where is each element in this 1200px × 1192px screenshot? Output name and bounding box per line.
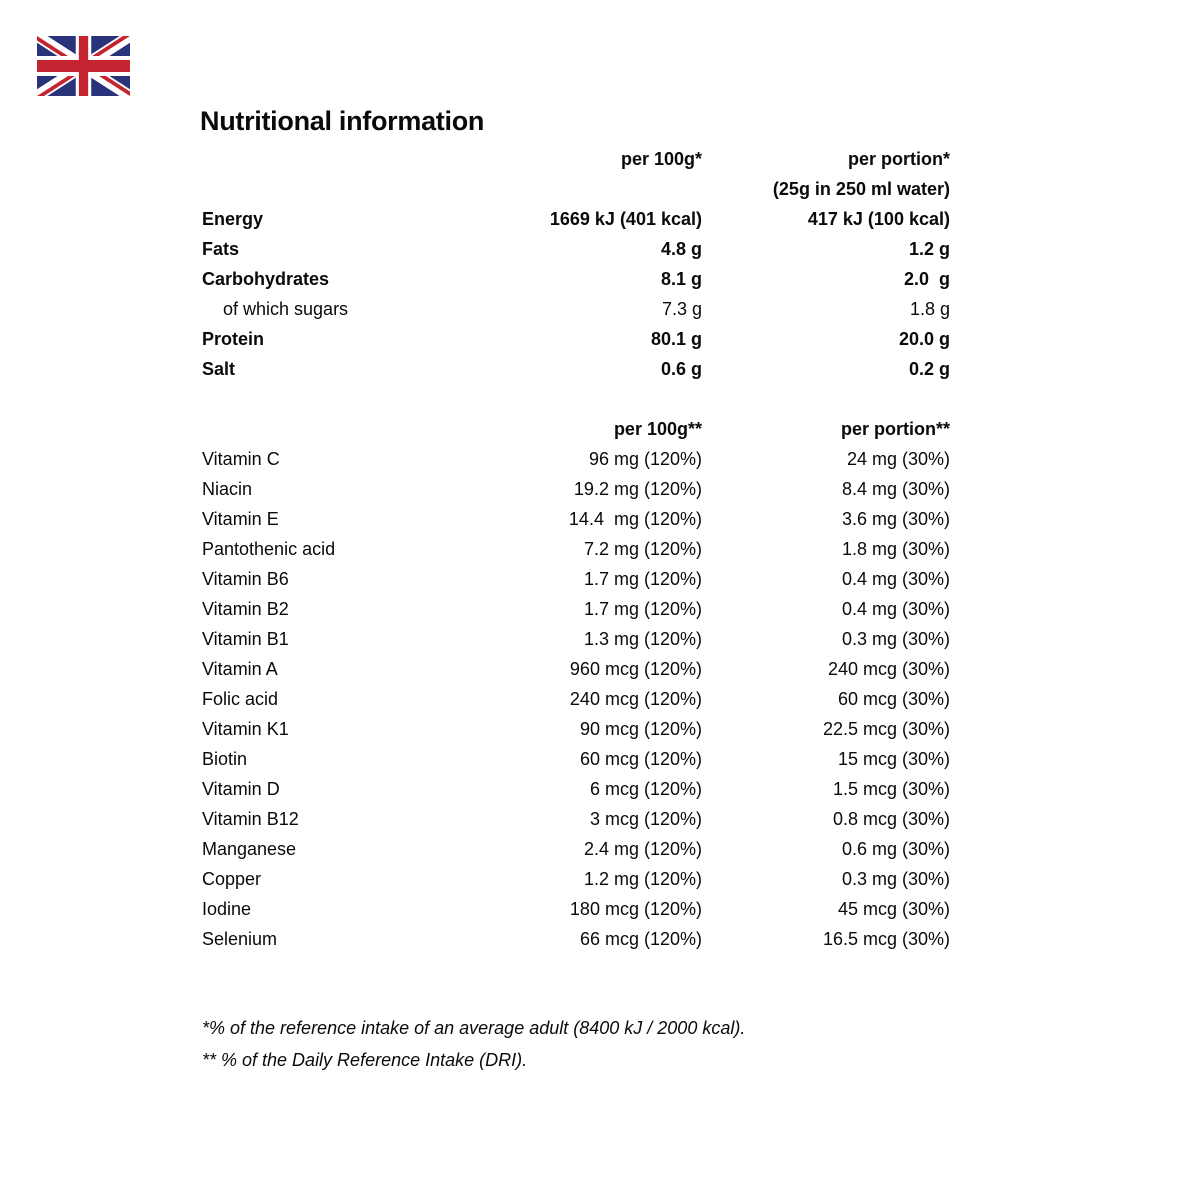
- row-value-portion: 2.0 g: [903, 269, 950, 289]
- row-label-niacin: Niacin: [202, 479, 253, 499]
- footnote-reference-intake: *% of the reference intake of an average adult (8400 kJ / 2000 kcal).: [202, 1018, 746, 1038]
- row-value-per100: 90 mcg (120%): [579, 719, 702, 739]
- row-value-per100: 180 mcg (120%): [569, 899, 702, 919]
- spacer-cell: [202, 414, 462, 444]
- page-title: Nutritional information: [200, 106, 485, 136]
- row-value-portion: 1.8 g: [909, 299, 950, 319]
- row-value-portion: 0.2 g: [908, 359, 950, 379]
- row-label-vitamin-e: Vitamin E: [202, 509, 279, 529]
- row-value-portion: 16.5 mcg (30%): [822, 929, 950, 949]
- row-value-per100: 19.2 mg (120%): [573, 479, 702, 499]
- row-value-portion: 0.8 mcg (30%): [832, 809, 950, 829]
- row-value-per100: 3 mcg (120%): [589, 809, 702, 829]
- macro-nutrients-table: [202, 144, 950, 384]
- row-label-vitamin-d: Vitamin D: [202, 779, 280, 799]
- row-value-portion: 1.5 mcg (30%): [832, 779, 950, 799]
- row-label-vitamin-k1: Vitamin K1: [202, 719, 289, 739]
- row-value-per100: 96 mg (120%): [588, 449, 702, 469]
- footnotes: [202, 1012, 745, 1076]
- row-label-vitamin-b6: Vitamin B6: [202, 569, 289, 589]
- footnote-dri: ** % of the Daily Reference Intake (DRI).: [202, 1050, 528, 1070]
- column-header-per-portion: per portion*: [848, 149, 950, 169]
- row-value-per100: 60 mcg (120%): [579, 749, 702, 769]
- row-value-portion: 24 mg (30%): [846, 449, 950, 469]
- row-value-per100: 1.3 mg (120%): [583, 629, 702, 649]
- row-value-per100: 66 mcg (120%): [579, 929, 702, 949]
- row-value-portion: 3.6 mg (30%): [841, 509, 950, 529]
- row-label-pantothenic-acid: Pantothenic acid: [202, 539, 336, 559]
- row-label-vitamin-b2: Vitamin B2: [202, 599, 289, 619]
- row-value-per100: 7.2 mg (120%): [583, 539, 702, 559]
- row-value-per100: 80.1 g: [650, 329, 702, 349]
- column-header-per-100g: per 100g*: [620, 149, 702, 169]
- row-value-per100: 4.8 g: [660, 239, 702, 259]
- row-value-portion: 45 mcg (30%): [837, 899, 950, 919]
- vitamins-minerals-table: [202, 414, 950, 954]
- row-value-portion: 417 kJ (100 kcal): [807, 209, 950, 229]
- row-value-portion: 0.3 mg (30%): [841, 629, 950, 649]
- row-label-copper: Copper: [202, 869, 262, 889]
- row-value-portion: 8.4 mg (30%): [841, 479, 950, 499]
- row-value-portion: 0.4 mg (30%): [841, 569, 950, 589]
- row-value-portion: 20.0 g: [898, 329, 950, 349]
- row-value-portion: 15 mcg (30%): [837, 749, 950, 769]
- row-value-per100: 1.2 mg (120%): [583, 869, 702, 889]
- spacer-cell: [202, 174, 462, 204]
- column-subheader-portion-size: (25g in 250 ml water): [772, 179, 950, 199]
- row-value-per100: 2.4 mg (120%): [583, 839, 702, 859]
- row-value-per100: 1669 kJ (401 kcal): [549, 209, 702, 229]
- row-value-portion: 0.3 mg (30%): [841, 869, 950, 889]
- column-header-per-100g: per 100g**: [613, 419, 702, 439]
- row-value-portion: 60 mcg (30%): [837, 689, 950, 709]
- spacer-cell: [462, 174, 702, 204]
- row-value-per100: 1.7 mg (120%): [583, 569, 702, 589]
- row-label-folic-acid: Folic acid: [202, 689, 279, 709]
- row-value-per100: 6 mcg (120%): [589, 779, 702, 799]
- row-label-selenium: Selenium: [202, 929, 278, 949]
- row-value-per100: 8.1 g: [660, 269, 702, 289]
- row-label-energy: Energy: [202, 209, 264, 229]
- row-label-iodine: Iodine: [202, 899, 252, 919]
- row-label-vitamin-b1: Vitamin B1: [202, 629, 289, 649]
- row-label-manganese: Manganese: [202, 839, 297, 859]
- row-value-portion: 0.6 mg (30%): [841, 839, 950, 859]
- row-label-vitamin-b12: Vitamin B12: [202, 809, 299, 829]
- row-label-vitamin-a: Vitamin A: [202, 659, 278, 679]
- uk-flag-icon: [37, 36, 130, 96]
- row-label-salt: Salt: [202, 359, 236, 379]
- row-value-portion: 22.5 mcg (30%): [822, 719, 950, 739]
- row-label-carbohydrates: Carbohydrates: [202, 269, 330, 289]
- row-value-per100: 0.6 g: [660, 359, 702, 379]
- row-value-portion: 240 mcg (30%): [827, 659, 950, 679]
- row-value-per100: 240 mcg (120%): [569, 689, 702, 709]
- spacer-cell: [202, 144, 462, 174]
- row-value-portion: 1.2 g: [908, 239, 950, 259]
- row-label-of-which-sugars: of which sugars: [223, 299, 349, 319]
- row-value-per100: 960 mcg (120%): [569, 659, 702, 679]
- column-header-per-portion: per portion**: [840, 419, 950, 439]
- row-value-per100: 14.4 mg (120%): [568, 509, 702, 529]
- row-label-fats: Fats: [202, 239, 240, 259]
- row-value-portion: 0.4 mg (30%): [841, 599, 950, 619]
- row-label-vitamin-c: Vitamin C: [202, 449, 280, 469]
- row-value-per100: 1.7 mg (120%): [583, 599, 702, 619]
- row-value-per100: 7.3 g: [661, 299, 702, 319]
- row-value-portion: 1.8 mg (30%): [841, 539, 950, 559]
- row-label-protein: Protein: [202, 329, 265, 349]
- row-label-biotin: Biotin: [202, 749, 248, 769]
